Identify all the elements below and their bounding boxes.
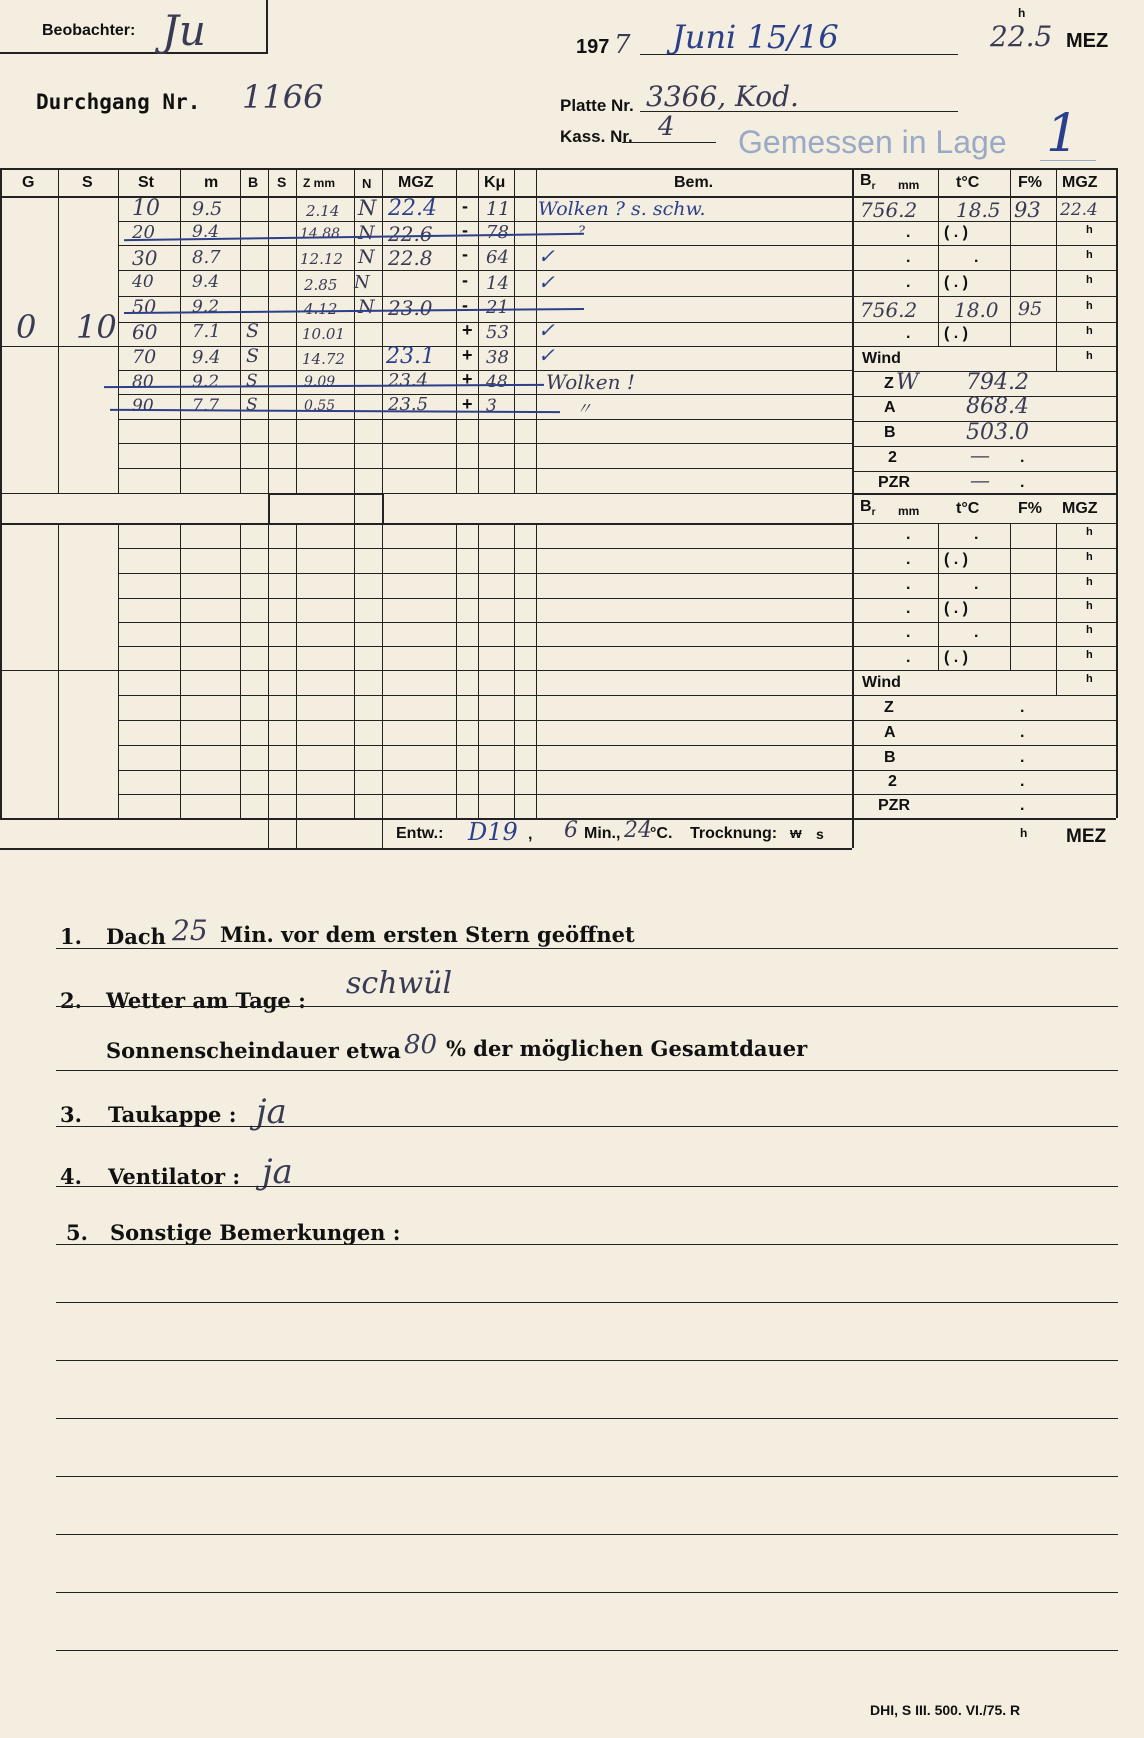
h-marker: h: [1086, 249, 1093, 261]
q2-number: 2.: [60, 988, 82, 1013]
cell-n[interactable]: N: [358, 296, 375, 318]
col-g: G: [22, 174, 35, 191]
q4-value[interactable]: ja: [262, 1152, 293, 1192]
trocknung-w[interactable]: w: [790, 825, 802, 842]
remark-line[interactable]: [56, 1360, 1118, 1361]
entw-temp-value[interactable]: 24: [624, 818, 652, 843]
rp-header-f: F%: [1018, 174, 1042, 191]
two-value[interactable]: —: [970, 443, 990, 467]
g-value[interactable]: 0: [16, 308, 37, 346]
col-m: m: [204, 174, 219, 191]
cell-mgz[interactable]: 22.8: [388, 246, 433, 270]
cell-n[interactable]: N: [358, 196, 377, 220]
cell-z[interactable]: 2.14: [306, 202, 340, 220]
rp-t[interactable]: ( . ): [944, 274, 968, 291]
pzr-label: PZR: [878, 474, 910, 491]
cell-m[interactable]: 8.7: [192, 247, 221, 268]
cell-st[interactable]: 10: [132, 196, 160, 221]
sonne-pre: Sonnenscheindauer etwa: [106, 1038, 401, 1063]
rp-b[interactable]: .: [906, 274, 911, 291]
rp-b[interactable]: 756.2: [860, 198, 918, 222]
z-prefix[interactable]: W: [896, 370, 919, 395]
q1-post: Min. vor dem ersten Stern geöffnet: [220, 922, 635, 947]
rp2-header-f: F%: [1018, 500, 1042, 517]
cell-k[interactable]: 78: [486, 222, 509, 243]
time-superscript: h: [1018, 6, 1026, 20]
rp-f[interactable]: 95: [1018, 298, 1043, 320]
kass-value[interactable]: 4: [658, 112, 675, 142]
gemessen-stamp: Gemessen in Lage: [738, 124, 1007, 160]
cell-mgz[interactable]: 23.5: [388, 394, 429, 415]
cell-z[interactable]: 14.72: [302, 350, 345, 368]
cell-k[interactable]: 38: [486, 347, 509, 368]
rp-header-mgz: MGZ: [1062, 174, 1098, 191]
z2-dot: .: [1020, 699, 1025, 716]
wind2-label: Wind: [862, 674, 901, 691]
rp-t[interactable]: .: [974, 249, 979, 266]
rp2-t[interactable]: ( . ): [944, 649, 968, 666]
two-label: 2: [888, 449, 897, 466]
rp-t[interactable]: ( . ): [944, 224, 968, 241]
col-n: N: [362, 176, 372, 191]
entw-temp-label: °C.: [650, 825, 673, 842]
cell-sign[interactable]: -: [462, 295, 468, 315]
rp-b[interactable]: .: [906, 325, 911, 342]
pzr-dot: .: [1020, 474, 1025, 491]
h-marker: h: [1086, 274, 1093, 286]
b-label: B: [884, 424, 896, 441]
rp2-header-mm: mm: [898, 504, 920, 518]
rp-b[interactable]: .: [906, 249, 911, 266]
rp2-header-mgz: MGZ: [1062, 500, 1098, 517]
q5-line: [56, 1244, 1118, 1245]
cell-z[interactable]: 4.12: [304, 300, 338, 318]
h-marker: h: [1086, 224, 1093, 236]
a2-dot: .: [1020, 724, 1025, 741]
a-label: A: [884, 399, 896, 416]
entw-label: Entw.:: [396, 825, 444, 842]
entw-min-value[interactable]: 6: [564, 818, 578, 843]
remark-line[interactable]: [56, 1650, 1118, 1651]
observer-value[interactable]: Ju: [162, 6, 206, 55]
rp-t[interactable]: 18.0: [954, 298, 999, 322]
cell-m[interactable]: 9.4: [192, 222, 220, 242]
q2-line: [56, 1006, 1118, 1007]
entw-value[interactable]: D19: [468, 818, 518, 846]
rp2-b[interactable]: .: [906, 600, 911, 617]
footer-code: DHI, S III. 500. VI./75. R: [870, 1702, 1021, 1718]
cell-k[interactable]: 21: [486, 297, 509, 318]
q4-line: [56, 1186, 1118, 1187]
a-value[interactable]: 868.4: [966, 394, 1029, 419]
cell-z[interactable]: 0.55: [304, 398, 336, 414]
cell-bem[interactable]: Wolken ? s. schw.: [538, 198, 706, 220]
rp-t[interactable]: 18.5: [956, 198, 1001, 222]
cell-sign[interactable]: -: [462, 196, 468, 216]
h-marker: h: [1086, 600, 1093, 612]
q3-number: 3.: [60, 1102, 82, 1127]
q1-number: 1.: [60, 924, 82, 949]
sonne-value[interactable]: 80: [404, 1030, 438, 1060]
z2-label: Z: [884, 699, 894, 716]
cell-m[interactable]: 7.7: [192, 396, 220, 416]
cell-k[interactable]: 64: [486, 247, 509, 268]
trocknung-label: Trocknung:: [690, 825, 778, 842]
h-marker: h: [1086, 325, 1093, 337]
platte-value[interactable]: 3366, Kod.: [646, 80, 799, 113]
rp2-t[interactable]: .: [974, 576, 979, 593]
cell-k[interactable]: 3: [486, 396, 497, 416]
cell-bem[interactable]: ?: [578, 224, 585, 239]
rp-f[interactable]: 93: [1014, 198, 1041, 222]
rp-b[interactable]: .: [906, 224, 911, 241]
cell-z[interactable]: 10.01: [302, 325, 345, 343]
q5-number: 5.: [66, 1220, 88, 1245]
check-icon: ✓: [538, 270, 555, 294]
cell-mgz[interactable]: 22.6: [388, 222, 433, 246]
h-marker: h: [1086, 576, 1093, 588]
h-marker: h: [1086, 526, 1093, 538]
rp2-t[interactable]: ( . ): [944, 551, 968, 568]
h-marker: h: [1086, 300, 1093, 312]
col-mgz: MGZ: [398, 174, 434, 191]
q1-value[interactable]: 25: [172, 914, 208, 947]
cell-b[interactable]: S: [246, 320, 260, 342]
cell-mgz[interactable]: 23.0: [388, 296, 433, 320]
year-suffix[interactable]: 7: [614, 30, 631, 60]
q2-value[interactable]: schwül: [346, 966, 453, 1001]
q3-value[interactable]: ja: [256, 1092, 287, 1132]
q3-label: Taukappe :: [108, 1102, 237, 1127]
entw-min-label: Min.,: [584, 825, 621, 842]
wind-label: Wind: [862, 350, 901, 367]
s-value[interactable]: 10: [76, 308, 117, 346]
rp2-b[interactable]: .: [906, 551, 911, 568]
cell-m[interactable]: 7.1: [192, 321, 221, 342]
two2-dot: .: [1020, 773, 1025, 790]
cell-k[interactable]: 14: [486, 273, 509, 294]
cell-st[interactable]: 60: [132, 320, 158, 344]
cell-mgz[interactable]: 23.4: [388, 370, 429, 391]
cell-b[interactable]: S: [246, 371, 258, 391]
pzr2-label: PZR: [878, 797, 910, 814]
h-marker: h: [1086, 649, 1093, 661]
h-marker: h: [1086, 624, 1093, 636]
observer-label: Beobachter:: [42, 22, 136, 39]
cell-st[interactable]: 40: [132, 272, 154, 292]
rp-t[interactable]: ( . ): [944, 325, 968, 342]
pzr2-dot: .: [1020, 797, 1025, 814]
rp2-b[interactable]: .: [906, 624, 911, 641]
cell-sign[interactable]: +: [462, 394, 473, 414]
cell-sign[interactable]: -: [462, 220, 468, 240]
kass-label: Kass. Nr.: [560, 127, 633, 146]
entw-h: h: [1020, 826, 1028, 840]
cell-b[interactable]: S: [246, 395, 258, 415]
rp-b[interactable]: 756.2: [860, 298, 918, 322]
cell-mgz[interactable]: 23.1: [386, 344, 435, 369]
h-marker: h: [1086, 551, 1093, 563]
q1-pre: Dach: [106, 924, 166, 949]
col-kmu: Kμ: [484, 174, 506, 191]
h-marker: h: [1086, 673, 1093, 685]
q1-line: [56, 948, 1118, 949]
cell-bem[interactable]: 〃: [576, 399, 593, 418]
cell-b[interactable]: S: [246, 345, 260, 367]
cell-m[interactable]: 9.4: [192, 272, 220, 292]
entw-mez: MEZ: [1066, 826, 1107, 847]
check-icon: ✓: [538, 318, 555, 342]
b-value[interactable]: 503.0: [966, 420, 1029, 445]
rp2-b[interactable]: .: [906, 526, 911, 543]
mez-label: MEZ: [1066, 30, 1109, 52]
check-icon: ✓: [538, 343, 555, 367]
durchgang-label: Durchgang Nr.: [36, 90, 201, 114]
cell-m[interactable]: 9.2: [192, 372, 220, 392]
cell-k[interactable]: 53: [486, 322, 509, 343]
cell-z[interactable]: 12.12: [300, 250, 343, 268]
cell-st[interactable]: 90: [132, 396, 154, 416]
q3-line: [56, 1126, 1118, 1127]
remark-line[interactable]: [56, 1534, 1118, 1535]
cell-z[interactable]: 2.85: [304, 276, 338, 294]
cell-m[interactable]: 9.2: [192, 297, 220, 317]
z-label: Z: [884, 375, 894, 392]
col-s2: S: [277, 174, 287, 190]
rp-mgz[interactable]: 22.4: [1060, 200, 1098, 220]
a2-label: A: [884, 724, 896, 741]
rp2-b[interactable]: .: [906, 576, 911, 593]
q5-label: Sonstige Bemerkungen :: [110, 1220, 401, 1245]
year-prefix: 197: [576, 36, 610, 58]
durchgang-value[interactable]: 1166: [242, 78, 324, 116]
cell-sign[interactable]: -: [462, 244, 468, 264]
rp2-t[interactable]: ( . ): [944, 600, 968, 617]
cell-sign[interactable]: +: [462, 345, 473, 365]
z-value[interactable]: 794.2: [966, 370, 1029, 395]
rp2-header-b: $B_r$: [860, 498, 876, 519]
rp2-header-t: t°C: [956, 500, 980, 517]
b2-dot: .: [1020, 749, 1025, 766]
b2-label: B: [884, 749, 896, 766]
time-value[interactable]: 22.5: [990, 20, 1053, 53]
h-marker: h: [1086, 350, 1093, 362]
cell-st[interactable]: 20: [132, 222, 155, 243]
date-value[interactable]: Juni 15/16: [672, 18, 839, 56]
q2-label: Wetter am Tage :: [106, 988, 306, 1013]
check-icon: ✓: [538, 244, 555, 268]
q4-label: Ventilator :: [108, 1164, 241, 1189]
cell-sign[interactable]: +: [462, 320, 473, 340]
cell-sign[interactable]: -: [462, 270, 468, 290]
cell-n[interactable]: N: [358, 246, 375, 268]
cell-z[interactable]: 9.09: [304, 374, 336, 390]
cell-k[interactable]: 11: [486, 198, 511, 220]
sonne-post: % der möglichen Gesamtdauer: [446, 1036, 808, 1061]
cell-bem[interactable]: Wolken !: [546, 370, 635, 394]
remark-line[interactable]: [56, 1302, 1118, 1303]
rp2-b[interactable]: .: [906, 649, 911, 666]
cell-n[interactable]: N: [354, 272, 370, 293]
col-bem: Bem.: [674, 174, 714, 191]
rp-header-t: t°C: [956, 174, 980, 191]
col-s: S: [82, 174, 93, 191]
platte-label: Platte Nr.: [560, 96, 634, 115]
remark-line[interactable]: [56, 1418, 1118, 1419]
rp2-t[interactable]: .: [974, 624, 979, 641]
two-dot: .: [1020, 449, 1025, 466]
remark-line[interactable]: [56, 1592, 1118, 1593]
lage-value[interactable]: 1: [1046, 104, 1080, 164]
cell-st[interactable]: 50: [132, 296, 157, 318]
two2-label: 2: [888, 773, 897, 790]
entw-comma: ,: [528, 826, 533, 843]
col-zmm: Z mm: [303, 176, 336, 190]
pzr-value[interactable]: —: [970, 468, 990, 492]
rp-header-b: $B_r$: [860, 172, 876, 193]
cell-mgz[interactable]: 22.4: [388, 196, 437, 221]
cell-z[interactable]: 14.88: [300, 226, 341, 242]
cell-sign[interactable]: +: [462, 369, 473, 389]
trocknung-s[interactable]: s: [816, 826, 824, 842]
cell-n[interactable]: N: [358, 222, 375, 244]
col-b: B: [248, 174, 259, 190]
cell-m[interactable]: 9.5: [192, 198, 223, 220]
sonne-line: [56, 1070, 1118, 1071]
cell-st[interactable]: 70: [132, 346, 157, 368]
cell-st[interactable]: 30: [132, 246, 158, 270]
rp-header-mm: mm: [898, 178, 920, 192]
cell-k[interactable]: 48: [486, 372, 508, 392]
q4-number: 4.: [60, 1164, 82, 1189]
remark-line[interactable]: [56, 1476, 1118, 1477]
rp2-t[interactable]: .: [974, 526, 979, 543]
cell-st[interactable]: 80: [132, 372, 154, 392]
col-st: St: [138, 174, 154, 191]
cell-m[interactable]: 9.4: [192, 347, 221, 368]
